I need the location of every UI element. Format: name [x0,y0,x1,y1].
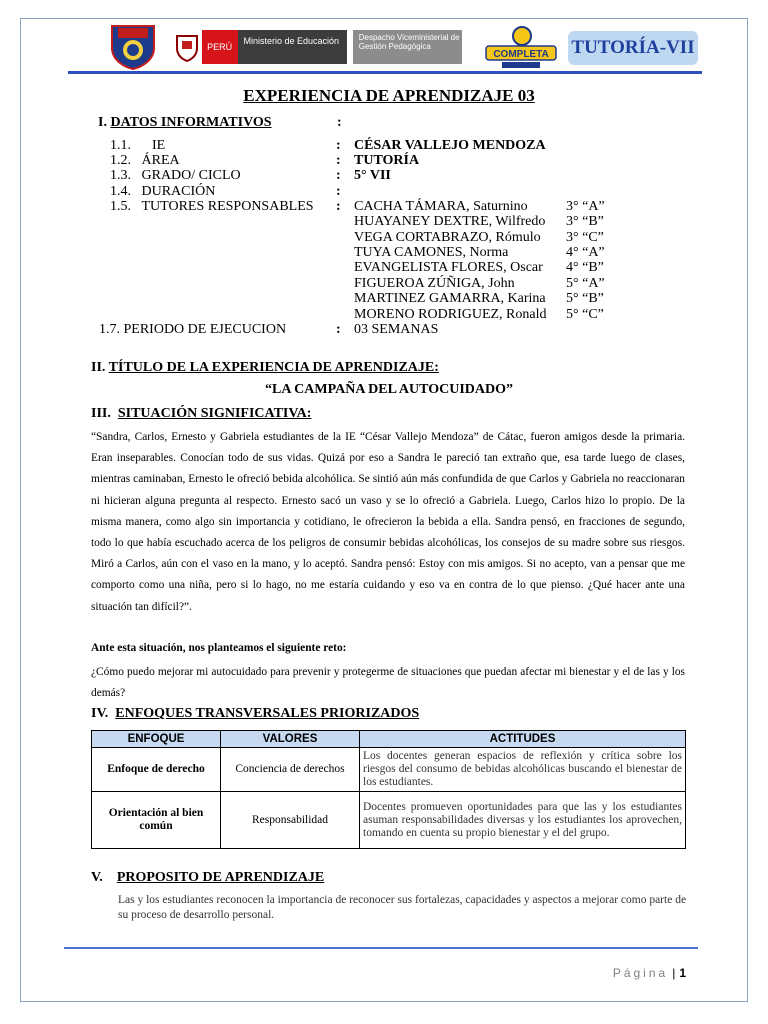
info-colon: : [336,168,341,183]
tutor-grade: 5° “A” [566,276,605,291]
actitud-cell: Los docentes generan espacios de reflexión y crítica sobre los riesgos del consumo de bebidas alcohólicas buscando el bienestar de los estudiantes. [360,748,686,792]
government-banner [172,30,462,64]
periodo-value: 03 SEMANAS [354,322,439,337]
page-word: Página [612,966,669,980]
enfoque-cell: Orientación al bien común [92,792,221,849]
document-title: EXPERIENCIA DE APRENDIZAJE 03 [243,86,535,105]
tutor-grade: 5° “B” [566,291,604,306]
section-5-heading: V. PROPOSITO DE APRENDIZAJE [91,870,325,885]
situation-text: “Sandra, Carlos, Ernesto y Gabriela estudiantes de la IE “César Vallejo Mendoza” de Cátac, fueron amigos desde la primaria. Eran inseparables. Conocían todo de sus vidas. Quizá por eso a Sandra le pareció tan extraño que, esa tarde luego de clases, mientras caminaban, Ernesto le ofreció bebida alcohólica. Se sintió aún más confundida de que Carlos y Gabriela no reaccionaran ni hicieran alguna pregunta al respecto. Ernesto sacó un vaso y se lo ofreció a Gabriela. Luego, Carlos hizo lo propio. De la misma manera, como algo sin importancia y cotidiano, le ofrecieron la bebida a ella. Sandra pensó, en fracciones de segundo, todo lo que había escuchado acerca de los peligros de consumir bebidas alcohólicas, los consejos de su madre sobre sus riesgos. Miró a Carlos, aún con el vaso en la mano, y lo aceptó. Sandra pensó: Estoy con mis amigos. Si no acepto, van a pensar que me comporto como una niña, pero si lo hago, no me estaría cuidando y eso va en contra de lo que pienso. ¿Qué hacer ante una situación tan difícil?”. [91,431,685,613]
enfoque-cell: Enfoque de derecho [92,748,221,792]
table-row [92,792,686,849]
info-row-ie: 1.1. IE [110,138,166,153]
tutor-name: EVANGELISTA FLORES, Oscar [354,260,543,275]
tutor-name: MORENO RODRIGUEZ, Ronald [354,307,547,322]
section-1-title: DATOS INFORMATIVOS [110,115,272,130]
tutor-name: VEGA CORTABRAZO, Rómulo [354,230,541,245]
page-number: 1 [679,966,686,980]
challenge-intro: Ante esta situación, nos planteamos el siguiente reto: [91,642,347,654]
info-colon: : [336,199,341,214]
tutor-grade: 3° “A” [566,199,605,214]
tutor-grade: 3° “C” [566,230,604,245]
valor-cell: Conciencia de derechos [221,748,360,792]
tutor-grade: 4° “A” [566,245,605,260]
tutor-grade: 5° “C” [566,307,604,322]
tutor-grade: 4° “B” [566,260,604,275]
actitud-cell: Docentes promueven oportunidades para que las y los estudiantes asuman responsabilidades diversas y los estudiantes los aprovechen, tomando en cuenta su propio bienestar y el del grupo. [360,792,686,849]
tutor-name: MARTINEZ GAMARRA, Karina [354,291,546,306]
footer-divider [64,947,698,949]
info-colon: : [336,138,341,153]
info-colon: : [336,153,341,168]
experience-title: “LA CAMPAÑA DEL AUTOCUIDADO” [264,382,513,397]
info-row-area: 1.2. ÁREA [110,153,180,168]
tutor-name: TUYA CAMONES, Norma [354,245,509,260]
tutor-name: CACHA TÁMARA, Saturnino [354,199,528,214]
section-3-heading: III. SITUACIÓN SIGNIFICATIVA: [91,406,312,421]
column-header: VALORES [221,731,360,748]
section-1-heading [98,115,272,131]
table-row [92,748,686,792]
info-value-ie: CÉSAR VALLEJO MENDOZA [354,138,546,153]
info-value-area: TUTORÍA [354,153,420,168]
info-row-tutores: 1.5. TUTORES RESPONSABLES [110,199,314,214]
enfoques-table [91,730,686,849]
info-colon: : [336,322,341,337]
info-value-grado: 5° VII [354,168,391,183]
coat-of-arms-icon [172,30,202,64]
header [0,0,768,80]
info-row-duracion: 1.4. DURACIÓN [110,184,216,199]
info-colon: : [336,184,341,199]
column-header: ACTITUDES [360,731,686,748]
tutor-grade: 3° “B” [566,214,604,229]
valor-cell: Responsabilidad [221,792,360,849]
periodo-label: 1.7. PERIODO DE EJECUCION [99,322,287,337]
svg-text:COMPLETA: COMPLETA [493,49,549,60]
column-header: ENFOQUE [92,731,221,748]
tutor-name: HUAYANEY DEXTRE, Wilfredo [354,214,546,229]
info-row-grado: 1.3. GRADO/ CICLO [110,168,241,183]
section-1-colon: : [337,115,342,130]
peru-label: PERÚ [202,30,238,64]
jornada-escolar-completa-logo [482,26,560,70]
table-header-row [92,731,686,748]
vice-ministry-label: Despacho Viceministerial de Gestión Pedagógica [353,30,462,64]
section-4-heading: IV. ENFOQUES TRANSVERSALES PRIORIZADOS [91,706,420,721]
section-2-heading: II. TÍTULO DE LA EXPERIENCIA DE APRENDIZAJE: [91,360,439,375]
page-footer: Página | 1 [612,966,686,980]
challenge-question: ¿Cómo puedo mejorar mi autocuidado para prevenir y protegerme de situaciones que puedan afectar mi bienestar y el de las y los demás? [91,666,685,699]
school-shield-logo [108,22,158,70]
purpose-text: Las y los estudiantes reconocen la importancia de reconocer sus fortalezas, capacidades y aspectos a mejorar como parte de su proceso de desarrollo personal. [118,894,687,921]
section-1-number: I. [98,115,107,130]
header-divider [68,71,702,74]
tutor-name: FIGUEROA ZÚÑIGA, John [354,276,515,291]
tutoria-badge: TUTORÍA-VII [568,31,698,65]
ministry-label: Ministerio de Educación [238,30,347,64]
